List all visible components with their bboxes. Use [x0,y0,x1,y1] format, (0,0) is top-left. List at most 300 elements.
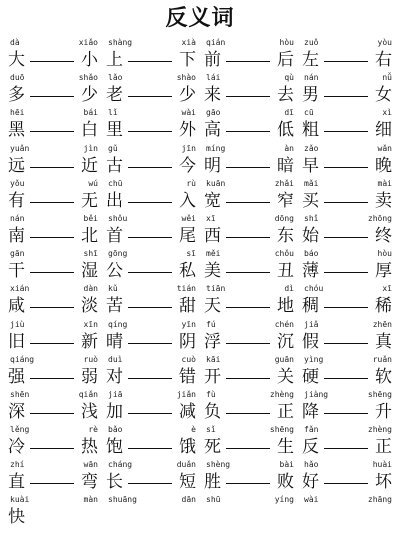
pinyin-right: dì [284,284,294,294]
antonym-pair [298,495,396,530]
dash-connector [324,237,368,238]
pinyin-left: dà [10,38,20,47]
char-left: 有 [8,190,25,211]
dash-connector [30,413,74,414]
antonym-pair [102,460,200,495]
pinyin-right: wǎn [377,143,392,153]
antonym-pair [298,214,396,249]
dash-connector [226,202,270,203]
dash-connector [226,343,270,344]
pinyin-left: lái [206,73,221,83]
pinyin-left: fù [206,389,216,399]
char-left: 大 [8,50,25,70]
dash-connector [324,131,368,132]
pinyin-left: sǐ [206,425,216,435]
pinyin-left: míng [206,143,226,153]
char-left: 长 [106,472,123,493]
dash-connector [30,96,74,97]
pinyin-right: shǎo [78,73,98,83]
pinyin-right: zhǎi [274,178,294,188]
char-left: 明 [204,155,221,176]
dash-connector [30,483,74,484]
pinyin-right: jiǎn [176,389,196,399]
antonym-pair [4,390,102,425]
dash-connector [30,448,74,449]
char-left: 始 [302,225,319,246]
char-right: 细 [375,120,392,141]
pinyin-right: bài [279,460,294,470]
char-right: 厚 [375,261,392,282]
char-left: 强 [8,366,25,387]
dash-connector [128,131,172,132]
char-left: 多 [8,85,25,106]
dash-connector [226,61,270,62]
antonym-pair [200,179,298,214]
antonym-pair [298,320,396,355]
antonym-row [4,425,396,460]
char-right: 弱 [81,366,98,387]
pinyin-left: qíng [108,319,128,329]
pinyin-right: chén [274,319,294,329]
char-right: 稀 [375,296,392,317]
char-right: 败 [277,472,294,493]
char-right: 下 [179,50,196,70]
char-left: 出 [106,190,123,211]
pinyin-right: shī [83,249,98,259]
pinyin-right: yòu [377,38,392,47]
antonym-pair [102,73,200,108]
antonym-pair [200,390,298,425]
antonym-row [4,73,396,108]
pinyin-left: yìng [304,354,324,364]
char-left: 浮 [204,331,221,352]
pinyin-left: lěng [10,425,30,435]
char-right: 终 [375,225,392,246]
pinyin-right: xiǎo [78,38,98,47]
pinyin-right: è [191,425,196,435]
pinyin-left: xī [206,213,216,223]
pinyin-right: xī [382,284,392,294]
pinyin-right: dàn [83,284,98,294]
pinyin-right: wān [83,460,98,470]
antonym-pair [298,284,396,319]
pinyin-right: shēng [367,389,392,399]
char-right: 东 [277,225,294,246]
antonym-pair [4,214,102,249]
pinyin-right: dī [284,108,294,118]
char-right: 北 [81,225,98,246]
antonym-pair [4,108,102,143]
dash-connector [128,202,172,203]
pinyin-left: shǐ [304,213,319,223]
pinyin-right: huài [372,460,392,470]
char-left: 前 [204,50,221,70]
char-right: 正 [277,401,294,422]
antonym-pair [102,144,200,179]
pinyin-left: qiáng [10,354,35,364]
antonym-pair [298,425,396,460]
pinyin-left: chū [108,178,123,188]
dash-connector [30,131,74,132]
pinyin-left: shuāng [108,495,137,505]
char-left: 首 [106,225,123,246]
char-right: 弯 [81,472,98,493]
pinyin-right: zhèng [367,425,392,435]
dash-connector [128,448,172,449]
pinyin-right: àn [284,143,294,153]
antonym-row [4,249,396,284]
char-right: 今 [179,155,196,176]
antonym-pair [298,460,396,495]
pinyin-right: qiǎn [78,389,98,399]
pinyin-left: wài [304,495,319,505]
dash-connector [128,307,172,308]
char-right: 低 [277,120,294,141]
char-right: 小 [81,50,98,70]
pinyin-left: nán [304,73,319,83]
antonym-pair [200,284,298,319]
dash-connector [324,61,368,62]
dash-connector [226,272,270,273]
dash-connector [128,343,172,344]
pinyin-right: yīn [181,319,196,329]
antonym-pair [200,320,298,355]
char-right: 甜 [179,296,196,317]
antonym-pair [200,38,298,73]
char-right: 热 [81,437,98,458]
char-right: 卖 [375,190,392,211]
pinyin-right: wài [181,108,196,118]
char-right: 私 [179,261,196,282]
antonym-row [4,284,396,319]
char-left: 对 [106,366,123,387]
antonym-pair [200,214,298,249]
antonym-pair [4,73,102,108]
pinyin-right: dān [181,495,196,505]
char-left: 晴 [106,331,123,352]
pinyin-left: cū [304,108,314,118]
char-right: 沉 [277,331,294,352]
antonym-pair [298,38,396,73]
antonym-pair [102,214,200,249]
pinyin-left: kuān [206,178,226,188]
char-left: 冷 [8,437,25,458]
dash-connector [128,378,172,379]
char-left: 左 [302,50,319,70]
pinyin-left: jiǎ [304,319,319,329]
antonym-pair [102,108,200,143]
antonym-row [4,495,396,530]
dash-connector [226,448,270,449]
char-right: 少 [179,85,196,106]
dash-connector [128,167,172,168]
antonym-pair [200,460,298,495]
pinyin-left: mǎi [304,178,319,188]
char-right: 外 [179,120,196,141]
char-right: 女 [375,85,392,106]
char-right: 去 [277,85,294,106]
antonym-row [4,355,396,390]
pinyin-right: wú [88,178,98,188]
dash-connector [226,307,270,308]
dash-connector [226,413,270,414]
char-left: 深 [8,401,25,422]
pinyin-left: yuǎn [10,143,30,153]
char-right: 暗 [277,155,294,176]
pinyin-left: fǎn [304,425,319,435]
char-right: 白 [81,120,98,141]
dash-connector [128,483,172,484]
pinyin-right: xì [382,108,392,118]
dash-connector [324,378,368,379]
antonym-pair [102,390,200,425]
pinyin-left: shàng [108,38,133,47]
antonym-row [4,390,396,425]
antonym-pair [4,495,102,530]
pinyin-right: xīn [83,319,98,329]
char-left: 天 [204,296,221,317]
char-left: 快 [8,507,25,528]
char-right: 新 [81,331,98,352]
pinyin-right: wěi [181,213,196,223]
pinyin-left: cháng [108,460,133,470]
char-left: 饱 [106,437,123,458]
char-right: 晚 [375,155,392,176]
antonym-pair [298,249,396,284]
pinyin-left: báo [304,249,319,259]
pinyin-left: kuài [10,495,30,505]
antonym-pair [102,38,200,73]
char-right: 右 [375,50,392,70]
antonym-row [4,320,396,355]
dash-connector [30,237,74,238]
antonym-row [4,108,396,143]
dash-connector [226,378,270,379]
dash-connector [226,131,270,132]
antonym-row [4,214,396,249]
char-right: 真 [375,331,392,352]
antonym-pair [102,284,200,319]
pinyin-left: gǔ [108,143,118,153]
dash-connector [128,237,172,238]
char-right: 无 [81,190,98,211]
char-left: 薄 [302,261,319,282]
pinyin-right: xià [181,38,196,47]
pinyin-left: yǒu [10,178,25,188]
char-right: 浅 [81,401,98,422]
antonym-pair [200,249,298,284]
dash-connector [324,413,368,414]
pinyin-left: zuǒ [304,38,319,47]
char-left: 硬 [302,366,319,387]
char-right: 入 [179,190,196,211]
dash-connector [128,272,172,273]
dash-connector [30,167,74,168]
dash-connector [226,167,270,168]
pinyin-left: jiàng [304,389,329,399]
dash-connector [324,272,368,273]
antonym-pair [200,495,298,530]
antonym-pair [4,355,102,390]
pinyin-left: qián [206,38,226,47]
pinyin-left: měi [206,249,221,259]
pinyin-right: dōng [274,213,294,223]
char-left: 加 [106,401,123,422]
pinyin-right: shào [176,73,196,83]
pinyin-right: běi [83,213,98,223]
dash-connector [226,96,270,97]
char-left: 公 [106,261,123,282]
pinyin-right: chǒu [274,249,294,259]
pinyin-right: zhēn [372,319,392,329]
char-left: 高 [204,120,221,141]
char-left: 稠 [302,296,319,317]
char-left: 买 [302,190,319,211]
char-right: 少 [81,85,98,106]
pinyin-right: zhèng [269,389,294,399]
pinyin-right: mài [377,178,392,188]
antonym-row [4,144,396,179]
pinyin-left: duì [108,354,123,364]
char-left: 直 [8,472,25,493]
pinyin-left: kāi [206,354,221,364]
pinyin-right: màn [83,495,98,505]
char-left: 反 [302,437,319,458]
pinyin-left: fú [206,319,216,329]
pinyin-left: hēi [10,108,25,118]
char-left: 里 [106,120,123,141]
char-left: 负 [204,401,221,422]
pinyin-left: xián [10,284,30,294]
pinyin-right: rù [186,178,196,188]
antonym-pair [4,284,102,319]
char-left: 老 [106,85,123,106]
pinyin-left: jiā [108,389,123,399]
antonym-pair [200,425,298,460]
antonym-pair [298,144,396,179]
pinyin-left: gōng [108,249,128,259]
dash-connector [324,96,368,97]
pinyin-right: zhāng [367,495,392,505]
pinyin-left: chóu [304,284,324,294]
antonym-pair [4,179,102,214]
pinyin-left: zǎo [304,143,319,153]
pinyin-right: jīn [181,143,196,153]
dash-connector [30,202,74,203]
antonym-pair [102,495,200,530]
char-left: 死 [204,437,221,458]
char-right: 饿 [179,437,196,458]
dash-connector [324,448,368,449]
char-left: 旧 [8,331,25,352]
dash-connector [324,343,368,344]
char-left: 男 [302,85,319,106]
pinyin-right: jìn [83,143,98,153]
pinyin-left: zhí [10,460,25,470]
char-right: 阴 [179,331,196,352]
antonym-pair [200,108,298,143]
antonym-pair [298,108,396,143]
char-right: 丑 [277,261,294,282]
antonym-pair [298,179,396,214]
pinyin-left: hǎo [304,460,319,470]
pinyin-left: jiù [10,319,25,329]
dash-connector [30,272,74,273]
char-left: 来 [204,85,221,106]
pinyin-left: shǒu [108,213,128,223]
char-right: 尾 [179,225,196,246]
char-left: 古 [106,155,123,176]
antonym-pair [298,355,396,390]
pinyin-right: ruò [83,354,98,364]
dash-connector [324,202,368,203]
char-right: 后 [277,50,294,70]
char-left: 粗 [302,120,319,141]
pinyin-right: zhōng [367,213,392,223]
pinyin-right: bái [83,108,98,118]
char-left: 开 [204,366,221,387]
char-right: 正 [375,437,392,458]
char-left: 苦 [106,296,123,317]
dash-connector [226,483,270,484]
antonym-pair [4,144,102,179]
pinyin-right: qù [284,73,294,83]
char-right: 软 [375,366,392,387]
page-title: 反义词 [165,6,235,31]
char-left: 西 [204,225,221,246]
antonym-pair [102,355,200,390]
antonym-row [4,460,396,495]
antonym-pair [102,179,200,214]
antonym-pair [200,73,298,108]
char-left: 南 [8,225,25,246]
pinyin-left: gān [10,249,25,259]
antonym-pair [102,249,200,284]
antonym-pair [4,460,102,495]
pinyin-left: lǐ [108,108,118,118]
char-right: 短 [179,472,196,493]
antonym-pair [4,249,102,284]
pinyin-right: duǎn [176,460,196,470]
pinyin-right: sī [186,249,196,259]
antonym-pair [4,38,102,73]
pinyin-left: bǎo [108,425,123,435]
char-left: 早 [302,155,319,176]
dash-connector [30,378,74,379]
char-left: 黑 [8,120,25,141]
char-right: 地 [277,296,294,317]
char-left: 宽 [204,190,221,211]
pinyin-right: cuò [181,354,196,364]
dash-connector [30,61,74,62]
dash-connector [30,307,74,308]
char-left: 好 [302,472,319,493]
char-right: 关 [277,366,294,387]
pinyin-right: hòu [279,38,294,47]
pinyin-right: hòu [377,249,392,259]
dash-connector [30,343,74,344]
pinyin-left: duō [10,73,25,83]
pinyin-right: nǚ [382,73,392,83]
dash-connector [128,96,172,97]
dash-connector [128,61,172,62]
char-left: 假 [302,331,319,352]
dash-connector [324,483,368,484]
pinyin-right: rè [88,425,98,435]
char-left: 远 [8,155,25,176]
antonym-pair [200,355,298,390]
pinyin-left: nán [10,213,25,223]
